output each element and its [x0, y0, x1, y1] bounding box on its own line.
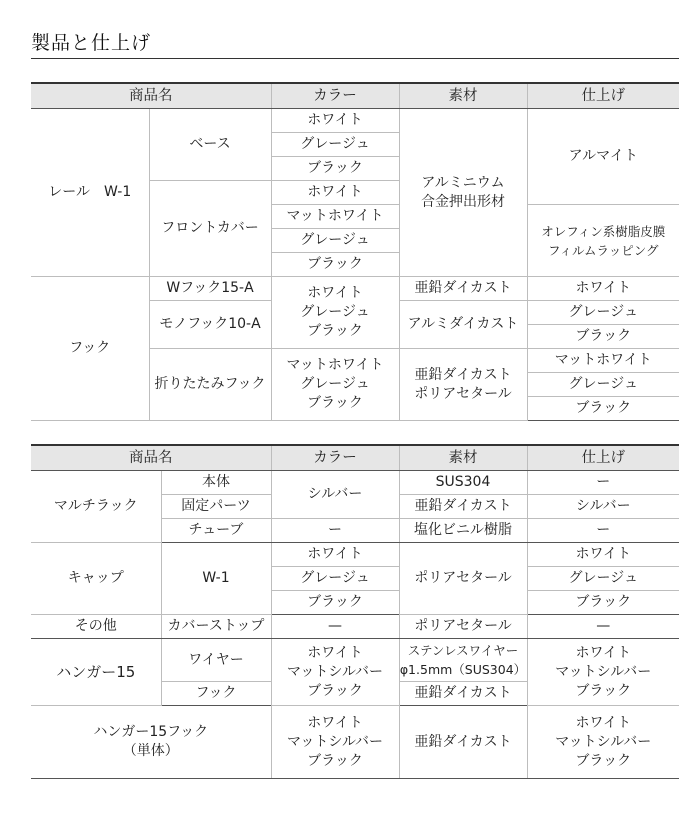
color-cell: —: [271, 615, 399, 639]
finish-line: ブラック: [575, 682, 632, 699]
header-product: 商品名: [31, 83, 271, 109]
material-line: φ1.5mm（SUS304）: [399, 662, 527, 677]
finish-line: ホワイト: [575, 644, 632, 661]
hook-name: フック: [31, 277, 149, 421]
color-cell: グレージュ: [271, 229, 399, 253]
multirack-color-silver: シルバー: [271, 471, 399, 519]
material-line: ステンレスワイヤー: [407, 643, 519, 658]
color-cell: マットホワイト: [271, 205, 399, 229]
header-material: 素材: [399, 83, 527, 109]
hook-material-zinc: 亜鉛ダイカスト: [399, 277, 527, 301]
hangerhook-name: [31, 706, 271, 779]
finish-cell: グレージュ: [527, 567, 679, 591]
color-line: ホワイト: [307, 714, 363, 731]
hanger-name: ハンガー15: [31, 639, 161, 706]
rail-base: ベース: [149, 109, 271, 181]
color-line: ブラック: [307, 682, 363, 699]
header-color: カラー: [271, 83, 399, 109]
finish-line: ブラック: [575, 752, 632, 769]
hanger-part-hook: フック: [161, 682, 271, 706]
finish-line: マットシルバー: [555, 733, 652, 750]
color-cell: グレージュ: [271, 133, 399, 157]
header-material: 素材: [399, 445, 527, 471]
finish-cell: シルバー: [527, 495, 679, 519]
color-cell: ホワイト: [271, 181, 399, 205]
material-line: 亜鉛ダイカスト: [414, 366, 512, 383]
material-line: ポリアセタール: [414, 385, 512, 402]
color-line: マットホワイト: [286, 357, 384, 373]
hangerhook-colors: [271, 706, 399, 779]
hook-w: Wフック15-A: [149, 277, 271, 301]
other-name: その他: [31, 615, 161, 639]
table-row: [31, 543, 679, 567]
page-title: 製品と仕上げ: [31, 32, 152, 54]
hook-colors-1: [271, 277, 399, 349]
cap-material: ポリアセタール: [399, 543, 527, 615]
color-cell: ー: [271, 519, 399, 543]
hook-material-3: [399, 349, 527, 421]
hanger-material-hook: 亜鉛ダイカスト: [399, 682, 527, 706]
part-cell: 固定パーツ: [161, 495, 271, 519]
hanger-colors: [271, 639, 399, 706]
rail-finish-anodize: アルマイト: [527, 109, 679, 205]
finish-line: ホワイト: [575, 714, 632, 731]
table-header-row: [31, 445, 679, 471]
hook-material-alu: アルミダイカスト: [399, 301, 527, 349]
header-color: カラー: [271, 445, 399, 471]
finish-cell: グレージュ: [527, 301, 679, 325]
header-product: 商品名: [31, 445, 271, 471]
color-line: ブラック: [307, 323, 363, 339]
part-cell: チューブ: [161, 519, 271, 543]
hangerhook-finishes: [527, 706, 679, 779]
material-cell: SUS304: [399, 471, 527, 495]
hanger-part-wire: ワイヤー: [161, 639, 271, 682]
color-cell: ブラック: [271, 157, 399, 181]
multirack-name: マルチラック: [31, 471, 161, 543]
color-cell: ブラック: [271, 591, 399, 615]
color-cell: ブラック: [271, 253, 399, 277]
color-cell: ホワイト: [271, 543, 399, 567]
color-line: ブラック: [307, 395, 363, 411]
name-line: （単体）: [122, 743, 179, 759]
table-row: [31, 639, 679, 682]
color-line: マットシルバー: [286, 733, 384, 750]
color-cell: ホワイト: [271, 109, 399, 133]
finish-cell: ー: [527, 519, 679, 543]
hanger-material-wire: [399, 639, 527, 682]
finish-cell: ホワイト: [527, 277, 679, 301]
finish-cell: ブラック: [527, 325, 679, 349]
product-table-rail-hook: [31, 82, 679, 421]
material-line: 合金押出形材: [421, 193, 505, 210]
color-line: グレージュ: [300, 304, 370, 320]
finish-line: オレフィン系樹脂皮膜: [541, 223, 666, 239]
material-cell: 塩化ビニル樹脂: [399, 519, 527, 543]
color-line: マットシルバー: [286, 663, 384, 680]
finish-cell: ホワイト: [527, 543, 679, 567]
hook-mono: モノフック10-A: [149, 301, 271, 349]
name-line: ハンガー15フック: [93, 724, 209, 740]
finish-cell: —: [527, 615, 679, 639]
rail-name: レール W-1: [31, 109, 149, 277]
color-cell: グレージュ: [271, 567, 399, 591]
finish-cell: ー: [527, 471, 679, 495]
cap-model: W-1: [161, 543, 271, 615]
hook-fold: 折りたたみフック: [149, 349, 271, 421]
material-cell: ポリアセタール: [399, 615, 527, 639]
table-row: [31, 615, 679, 639]
table-row: [31, 471, 679, 495]
color-line: グレージュ: [300, 376, 370, 392]
material-line: アルミニウム: [421, 174, 505, 191]
table-row: [31, 109, 679, 133]
finish-line: フィルムラッピング: [547, 242, 659, 258]
title-divider: [31, 58, 679, 59]
product-table-accessories: [31, 444, 679, 779]
hook-colors-2: [271, 349, 399, 421]
table-row: [31, 277, 679, 301]
material-cell: 亜鉛ダイカスト: [399, 495, 527, 519]
color-line: ホワイト: [307, 285, 363, 301]
finish-cell: ブラック: [527, 591, 679, 615]
finish-cell: マットホワイト: [527, 349, 679, 373]
table-header-row: [31, 83, 679, 109]
header-finish: 仕上げ: [527, 83, 679, 109]
other-part: カバーストップ: [161, 615, 271, 639]
finish-cell: ブラック: [527, 397, 679, 421]
cap-name: キャップ: [31, 543, 161, 615]
finish-cell: グレージュ: [527, 373, 679, 397]
finish-line: マットシルバー: [555, 663, 652, 680]
rail-material: [399, 109, 527, 277]
color-line: ホワイト: [307, 644, 363, 661]
part-cell: 本体: [161, 471, 271, 495]
table-row: [31, 706, 679, 779]
rail-finish-film: [527, 205, 679, 277]
hanger-finishes: [527, 639, 679, 706]
hangerhook-material: 亜鉛ダイカスト: [399, 706, 527, 779]
rail-front-cover: フロントカバー: [149, 181, 271, 277]
color-line: ブラック: [307, 752, 363, 769]
header-finish: 仕上げ: [527, 445, 679, 471]
